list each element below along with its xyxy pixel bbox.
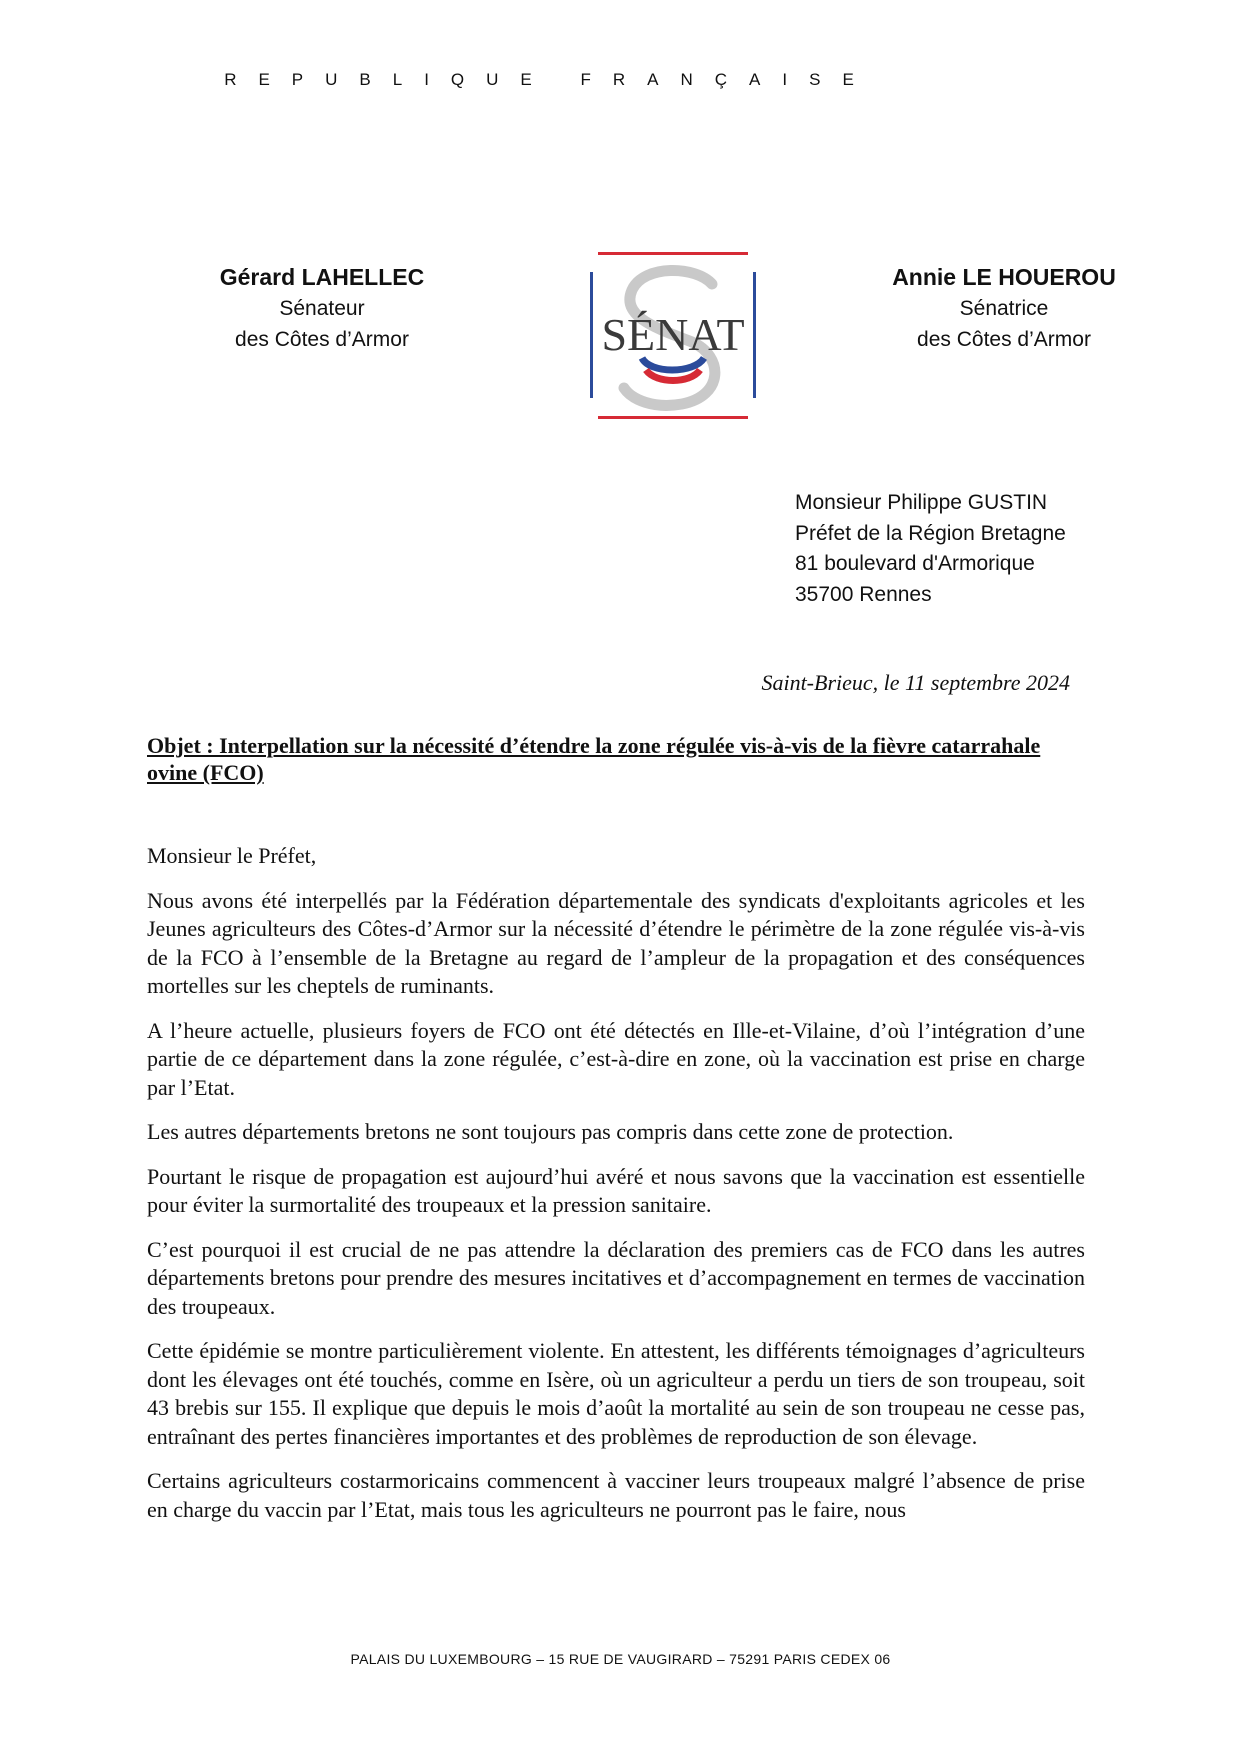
- letter-subject: Objet : Interpellation sur la nécessité d’étendre la zone régulée vis-à-vis de la fièvre catarrahale ovine (FCO): [147, 733, 1041, 785]
- logo-text: SÉNAT: [601, 309, 745, 360]
- recipient-title: Préfet de la Région Bretagne: [795, 521, 1066, 545]
- recipient-address: [795, 488, 1066, 610]
- republic-header: REPUBLIQUE FRANÇAISE: [224, 70, 876, 89]
- signer-left: [172, 262, 472, 355]
- salutation: Monsieur le Préfet,: [147, 843, 317, 868]
- signer-constituency: des Côtes d’Armor: [235, 328, 409, 351]
- letter-body: [147, 842, 1085, 1540]
- senat-logo: [584, 246, 762, 424]
- recipient-name: Monsieur Philippe GUSTIN: [795, 491, 1048, 514]
- signer-name: Gérard LAHELLEC: [219, 264, 425, 290]
- signer-constituency: des Côtes d’Armor: [917, 328, 1091, 351]
- footer-address: PALAIS DU LUXEMBOURG – 15 RUE DE VAUGIRARD – 75291 PARIS CEDEX 06: [350, 1651, 891, 1667]
- signer-title: Sénatrice: [959, 297, 1049, 320]
- recipient-city: 35700 Rennes: [795, 582, 932, 606]
- signer-name: Annie LE HOUEROU: [892, 264, 1116, 290]
- body-paragraph: Les autres départements bretons ne sont toujours pas compris dans cette zone de protection.: [147, 1119, 954, 1144]
- body-paragraph: Nous avons été interpellés par la Fédération départementale des syndicats d'exploitants agricoles et les Jeunes agriculteurs des Côtes-d’Armor sur la nécessité d’étendre le périmètre de la zone régulée vis-à-vis de la FCO à l’ensemble de la Bretagne au regard de l’ampleur de la propagation et des conséquences mortelles sur les cheptels de ruminants.: [147, 887, 1085, 998]
- signer-right: [854, 262, 1154, 355]
- body-paragraph: Cette épidémie se montre particulièrement violente. En attestent, les différents témoignages d’agriculteurs dont les élevages ont été touchés, comme en Isère, où un agriculteur a perdu un tiers de son troupeau, soit 43 brebis sur 155. Il explique que depuis le mois d’août la mortalité au sein de son troupeau ne cesse pas, entraînant des pertes financières importantes et des problèmes de reproduction de son élevage.: [147, 1338, 1085, 1449]
- body-paragraph: A l’heure actuelle, plusieurs foyers de FCO ont été détectés en Ille-et-Vilaine, d’où l’intégration d’une partie de ce département dans la zone régulée, c’est-à-dire en zone, où la vaccination est prise en charge par l’Etat.: [147, 1017, 1085, 1100]
- signer-title: Sénateur: [279, 297, 365, 320]
- recipient-street: 81 boulevard d'Armorique: [795, 552, 1035, 575]
- letter-date: Saint-Brieuc, le 11 septembre 2024: [761, 670, 1070, 695]
- body-paragraph: Pourtant le risque de propagation est aujourd’hui avéré et nous savons que la vaccination est essentielle pour éviter la surmortalité des troupeaux et la pression sanitaire.: [147, 1163, 1085, 1217]
- body-paragraph: Certains agriculteurs costarmoricains commencent à vacciner leurs troupeaux malgré l’absence de prise en charge du vaccin par l’Etat, mais tous les agriculteurs ne pourront pas le faire, nous: [147, 1468, 1085, 1522]
- body-paragraph: C’est pourquoi il est crucial de ne pas attendre la déclaration des premiers cas de FCO dans les autres départements bretons pour prendre des mesures incitatives et d’accompagnement en termes de vaccination des troupeaux.: [147, 1236, 1085, 1319]
